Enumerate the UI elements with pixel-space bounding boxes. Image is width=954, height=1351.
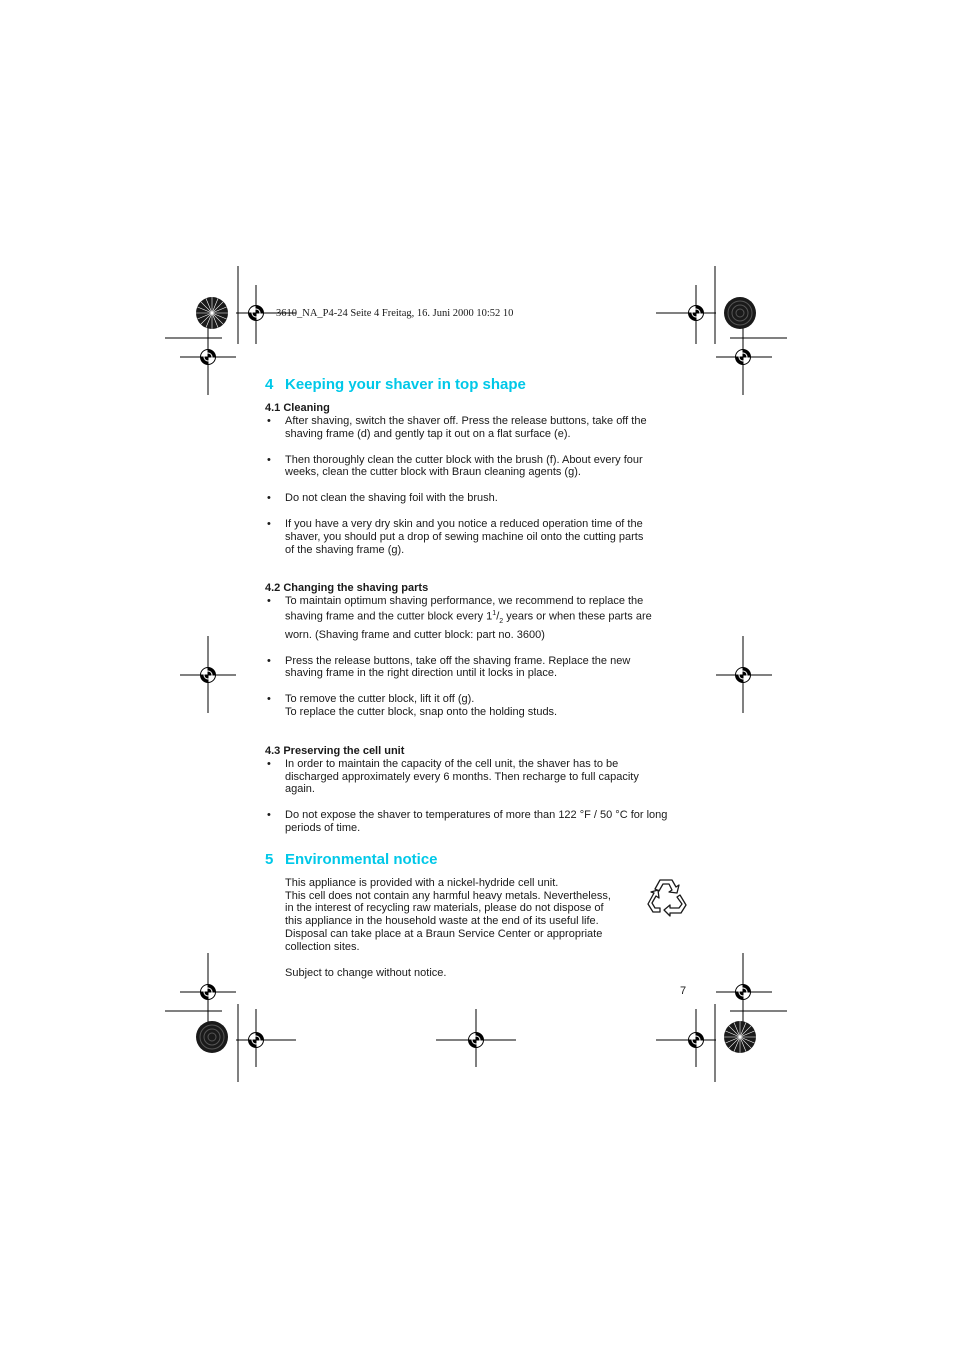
recycle-icon bbox=[646, 877, 688, 917]
chapter-4-heading bbox=[265, 374, 695, 396]
text-line: shaving frame in the right direction until it locks in place. bbox=[285, 667, 558, 680]
list-item bbox=[265, 809, 695, 835]
text-line: discharged approximately every 6 months. Then recharge to full capacity bbox=[285, 770, 639, 783]
text-line: To remove the cutter block, lift it off (g). bbox=[285, 693, 475, 706]
print-slug: 3610_NA_P4-24 Seite 4 Freitag, 16. Juni 2000 10:52 10 bbox=[276, 308, 514, 319]
text-line: To maintain optimum shaving performance, we recommend to replace the bbox=[285, 595, 644, 608]
bullet: • bbox=[267, 693, 271, 706]
bullet: • bbox=[267, 453, 271, 466]
text-line: periods of time. bbox=[285, 821, 361, 834]
text-line: this appliance in the household waste at the end of its useful life. bbox=[285, 915, 599, 928]
notice-paragraph bbox=[265, 877, 695, 954]
chapter-5-heading bbox=[265, 849, 695, 871]
text-line: in the interest of recycling raw materials, please do not dispose of bbox=[285, 902, 604, 915]
list-item bbox=[265, 415, 695, 441]
chapter-title: Environmental notice bbox=[285, 850, 438, 868]
bullet: • bbox=[267, 517, 271, 530]
text-line: worn. (Shaving frame and cutter block: part no. 3600) bbox=[285, 628, 545, 641]
chapter-number: 5 bbox=[265, 850, 274, 868]
text-line: This cell does not contain any harmful heavy metals. Nevertheless, bbox=[285, 889, 611, 902]
text-line: weeks, clean the cutter block with Braun cleaning agents (g). bbox=[285, 466, 581, 479]
text-line: again. bbox=[285, 783, 315, 796]
text-line: In order to maintain the capacity of the cell unit, the shaver has to be bbox=[285, 757, 619, 770]
section-title: 4.2 Changing the shaving parts bbox=[265, 582, 429, 595]
list-item bbox=[265, 518, 695, 556]
list-item bbox=[265, 693, 695, 719]
bullet: • bbox=[267, 809, 271, 822]
list-item bbox=[265, 492, 695, 505]
bullet: • bbox=[267, 757, 271, 770]
text-line: of the shaving frame (g). bbox=[285, 543, 405, 556]
environmental-notice bbox=[265, 877, 695, 980]
text-line: collection sites. bbox=[285, 940, 360, 953]
list-item bbox=[265, 655, 695, 681]
bullet: • bbox=[267, 415, 271, 427]
section-changing-parts bbox=[265, 582, 695, 718]
text-line: If you have a very dry skin and you notice a reduced operation time of the bbox=[285, 517, 643, 530]
text-line: Disposal can take place at a Braun Service Center or appropriate bbox=[285, 927, 603, 940]
bullet: • bbox=[267, 595, 271, 608]
text-line: shaving frame (d) and gently tap it out on a flat surface (e). bbox=[285, 427, 571, 440]
section-title: 4.3 Preserving the cell unit bbox=[265, 744, 405, 757]
text-line: shaving frame and the cutter block every $1^1/_2$ years or when these parts are bbox=[285, 610, 652, 626]
section-title: 4.1 Cleaning bbox=[265, 402, 330, 414]
text-line: After shaving, switch the shaver off. Press the release buttons, take off the bbox=[285, 415, 647, 427]
subject-to-change: Subject to change without notice. bbox=[285, 966, 447, 979]
bullet: • bbox=[267, 654, 271, 667]
chapter-number: 4 bbox=[265, 376, 274, 393]
list-item bbox=[265, 454, 695, 480]
text-line: This appliance is provided with a nickel-hydride cell unit. bbox=[285, 876, 559, 889]
page-content bbox=[265, 374, 695, 979]
text-line: To replace the cutter block, snap onto the holding studs. bbox=[285, 706, 558, 718]
section-cleaning bbox=[265, 402, 695, 556]
section-cell-unit bbox=[265, 745, 695, 835]
text-line: shaver, you should put a drop of sewing machine oil onto the cutting parts bbox=[285, 530, 644, 543]
page-number: 7 bbox=[680, 985, 687, 997]
list-item bbox=[265, 758, 695, 796]
text-line: Then thoroughly clean the cutter block with the brush (f). About every four bbox=[285, 453, 643, 466]
chapter-title: Keeping your shaver in top shape bbox=[285, 376, 526, 393]
bullet: • bbox=[267, 492, 271, 505]
list-item bbox=[265, 595, 695, 641]
text-line: Do not clean the shaving foil with the brush. bbox=[285, 492, 498, 505]
text-line: Do not expose the shaver to temperatures of more than 122 °F / 50 °C for long bbox=[285, 809, 668, 822]
text-line: Press the release buttons, take off the shaving frame. Replace the new bbox=[285, 654, 631, 667]
